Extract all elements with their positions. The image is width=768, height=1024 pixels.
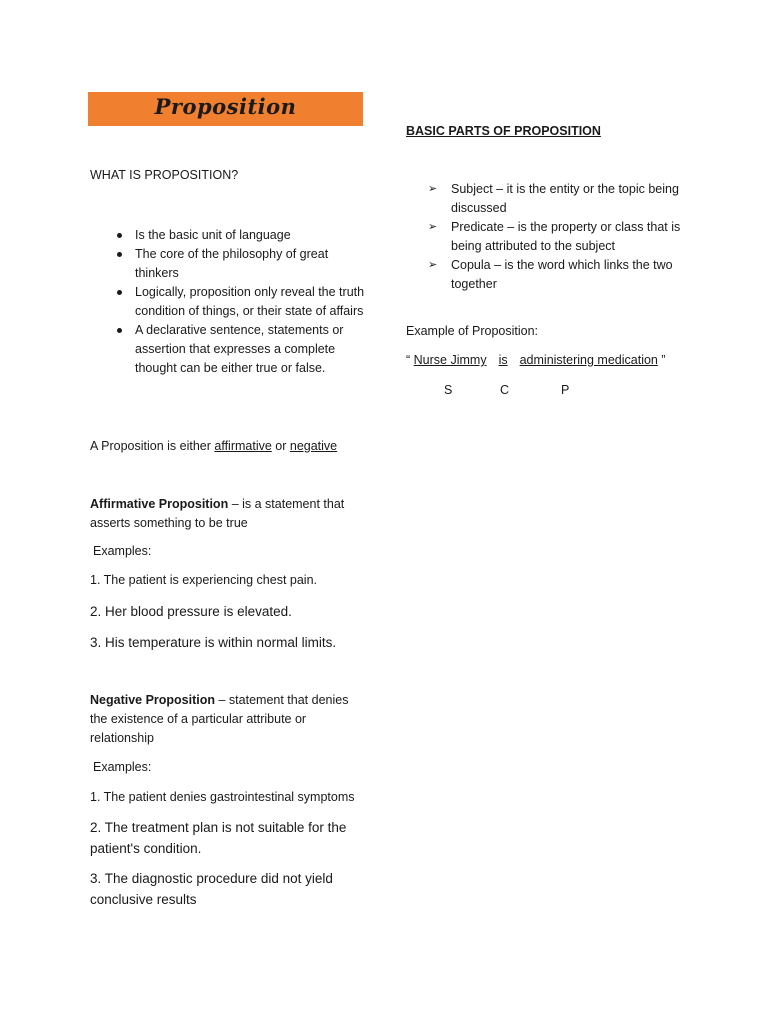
affirmative-examples-label: Examples: <box>93 544 152 558</box>
bullet-dot-icon <box>117 290 122 295</box>
negative-heading: Negative Proposition <box>90 693 216 707</box>
definition-bullet-list <box>90 226 365 378</box>
label-copula: C <box>500 383 510 397</box>
arrowhead-bullet-icon: ➢ <box>428 259 438 271</box>
example-sentence: “ Nurse Jimmy is administering medication ” <box>406 353 666 367</box>
arrowhead-bullet-icon: ➢ <box>428 221 438 233</box>
title-banner <box>88 92 363 126</box>
example-label: Example of Proposition: <box>406 324 539 338</box>
negative-example-1: 1. The patient denies gastrointestinal symptoms <box>90 790 355 804</box>
parts-list <box>406 180 681 294</box>
arrowhead-bullet-icon: ➢ <box>428 183 438 195</box>
part-item-predicate: ➢ Predicate – is the property or class that is being attributed to the subject <box>428 220 681 253</box>
affirmative-example-1: 1. The patient is experiencing chest pain. <box>90 573 317 587</box>
question-heading: WHAT IS PROPOSITION? <box>90 168 239 182</box>
bullet-item: The core of the philosophy of great thinkers <box>90 245 365 283</box>
negative-word: negative <box>289 439 338 453</box>
example-subject: Nurse Jimmy <box>413 353 487 367</box>
label-predicate: P <box>561 383 570 397</box>
affirmative-example-3: 3. His temperature is within normal limits. <box>90 635 337 650</box>
bullet-item: Logically, proposition only reveal the truth condition of things, or their state of affairs <box>90 283 365 321</box>
example-copula: is <box>498 353 508 367</box>
bullet-item: Is the basic unit of language <box>90 226 365 245</box>
affirmative-example-2: 2. Her blood pressure is elevated. <box>90 604 292 619</box>
label-subject: S <box>444 383 453 397</box>
part-item-subject: ➢ Subject – it is the entity or the topic being discussed <box>428 182 679 215</box>
basic-parts-heading: BASIC PARTS OF PROPOSITION <box>406 124 601 138</box>
page-title: Proposition <box>154 94 297 119</box>
example-predicate: administering medication <box>519 353 658 367</box>
bullet-item: A declarative sentence, statements or assertion that expresses a complete thought can be either true or false. <box>90 321 365 378</box>
either-line: A Proposition is either affirmative or negative <box>90 439 338 453</box>
bullet-dot-icon <box>117 252 122 257</box>
affirmative-definition: Affirmative Proposition – is a statement that asserts something to be true <box>90 497 345 530</box>
bullet-dot-icon <box>117 233 122 238</box>
affirmative-word: affirmative <box>214 439 272 453</box>
negative-examples-label: Examples: <box>93 760 152 774</box>
negative-example-2: 2. The treatment plan is not suitable for the patient's condition. <box>90 820 347 856</box>
negative-example-3: 3. The diagnostic procedure did not yield conclusive results <box>90 871 333 907</box>
negative-definition: Negative Proposition – statement that denies the existence of a particular attribute or relationship <box>90 693 349 745</box>
part-item-copula: ➢ Copula – is the word which links the two together <box>428 258 673 291</box>
bullet-dot-icon <box>117 328 122 333</box>
affirmative-heading: Affirmative Proposition <box>90 497 229 511</box>
